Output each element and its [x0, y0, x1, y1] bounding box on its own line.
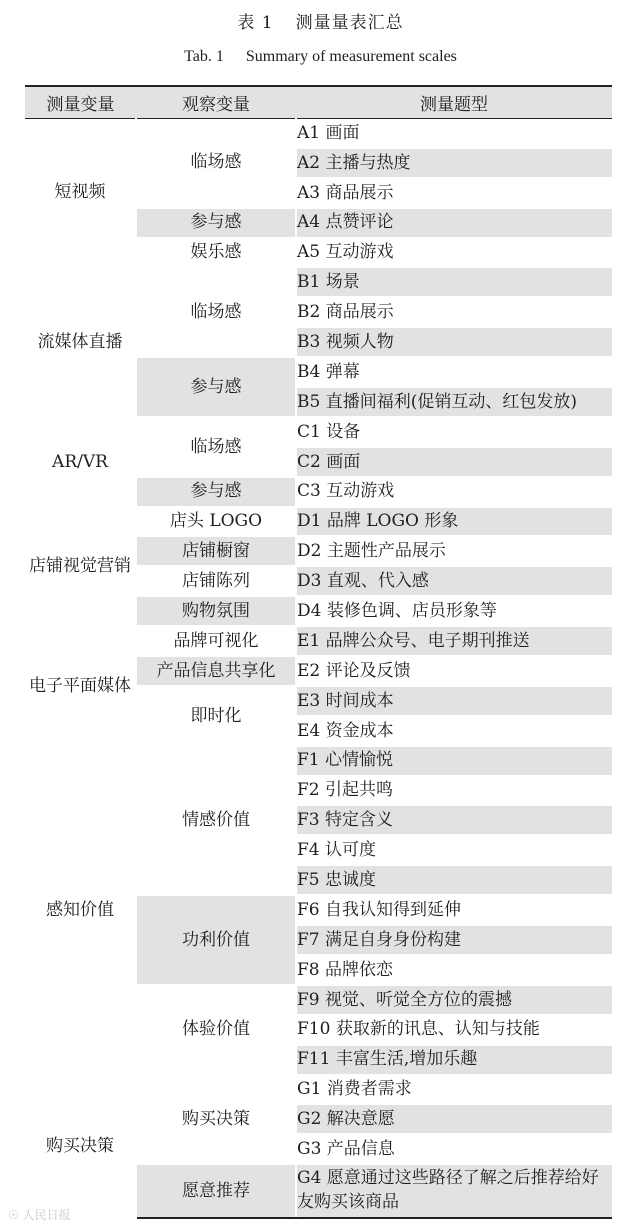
measurement-variable-cell: 感知价值	[25, 746, 136, 1075]
observed-variable-cell: 店头 LOGO	[136, 507, 296, 537]
observed-variable-cell: 参与感	[136, 208, 296, 238]
table-caption-zh	[0, 8, 641, 33]
measurement-item-cell: F1 心情愉悦	[296, 746, 612, 776]
measurement-item-cell: A4 点赞评论	[296, 208, 612, 238]
measurement-item-cell: G1 消费者需求	[296, 1075, 612, 1105]
measurement-item-cell: B5 直播间福利(促销互动、红包发放)	[296, 387, 612, 417]
caption-zh-title: 测量量表汇总	[295, 13, 404, 33]
observed-variable-cell: 即时化	[136, 686, 296, 746]
measurement-item-cell: E1 品牌公众号、电子期刊推送	[296, 626, 612, 656]
caption-en-title: Summary of measurement scales	[245, 48, 457, 65]
measurement-item-cell: F10 获取新的讯息、认知与技能	[296, 1015, 612, 1045]
measurement-scales-table	[25, 85, 612, 1219]
measurement-item-cell: F11 丰富生活,增加乐趣	[296, 1045, 612, 1075]
observed-variable-cell: 产品信息共享化	[136, 656, 296, 686]
measurement-item-cell: E3 时间成本	[296, 686, 612, 716]
measurement-item-cell: B3 视频人物	[296, 327, 612, 357]
measurement-item-cell: C1 设备	[296, 417, 612, 447]
table-row	[25, 746, 612, 776]
measurement-item-cell: C2 画面	[296, 447, 612, 477]
observed-variable-cell: 愿意推荐	[136, 1164, 296, 1218]
measurement-item-cell: F9 视觉、听觉全方位的震撼	[296, 985, 612, 1015]
header-variable: 测量变量	[25, 86, 136, 118]
observed-variable-cell: 购物氛围	[136, 596, 296, 626]
measurement-item-cell: G3 产品信息	[296, 1134, 612, 1164]
table-row	[25, 507, 612, 537]
measurement-item-cell: B1 场景	[296, 267, 612, 297]
measurement-item-cell: B2 商品展示	[296, 297, 612, 327]
table-body	[25, 118, 612, 1218]
caption-zh-label: 表 1	[237, 13, 274, 33]
measurement-item-cell: F3 特定含义	[296, 805, 612, 835]
observed-variable-cell: 体验价值	[136, 985, 296, 1075]
header-items: 测量题型	[296, 86, 612, 118]
observed-variable-cell: 参与感	[136, 357, 296, 417]
table-row	[25, 1075, 612, 1105]
measurement-item-cell: G4 愿意通过这些路径了解之后推荐给好友购买该商品	[296, 1164, 612, 1218]
measurement-item-cell: D3 直观、代入感	[296, 566, 612, 596]
observed-variable-cell: 购买决策	[136, 1075, 296, 1165]
header-observed: 观察变量	[136, 86, 296, 118]
table-caption-en	[0, 48, 641, 66]
measurement-item-cell: A5 互动游戏	[296, 238, 612, 268]
measurement-item-cell: A2 主播与热度	[296, 148, 612, 178]
observed-variable-cell: 店铺陈列	[136, 566, 296, 596]
observed-variable-cell: 情感价值	[136, 746, 296, 895]
watermark-logo: ☉ 人民日报	[8, 1208, 71, 1222]
measurement-item-cell: F7 满足自身身份构建	[296, 925, 612, 955]
caption-en-label: Tab. 1	[184, 48, 224, 65]
measurement-item-cell: C3 互动游戏	[296, 477, 612, 507]
measurement-variable-cell: 购买决策	[25, 1075, 136, 1218]
measurement-item-cell: E2 评论及反馈	[296, 656, 612, 686]
table-row	[25, 118, 612, 148]
observed-variable-cell: 临场感	[136, 267, 296, 357]
observed-variable-cell: 临场感	[136, 118, 296, 208]
measurement-item-cell: D2 主题性产品展示	[296, 536, 612, 566]
table-row	[25, 267, 612, 297]
measurement-item-cell: A3 商品展示	[296, 178, 612, 208]
measurement-item-cell: D1 品牌 LOGO 形象	[296, 507, 612, 537]
observed-variable-cell: 临场感	[136, 417, 296, 477]
measurement-item-cell: B4 弹幕	[296, 357, 612, 387]
observed-variable-cell: 品牌可视化	[136, 626, 296, 656]
measurement-item-cell: F6 自我认知得到延伸	[296, 895, 612, 925]
measurement-item-cell: G2 解决意愿	[296, 1104, 612, 1134]
observed-variable-cell: 娱乐感	[136, 238, 296, 268]
measurement-item-cell: F8 品牌依恋	[296, 955, 612, 985]
measurement-variable-cell: AR/VR	[25, 417, 136, 507]
measurement-item-cell: E4 资金成本	[296, 716, 612, 746]
observed-variable-cell: 店铺橱窗	[136, 536, 296, 566]
measurement-variable-cell: 电子平面媒体	[25, 626, 136, 746]
measurement-variable-cell: 短视频	[25, 118, 136, 267]
measurement-item-cell: F2 引起共鸣	[296, 776, 612, 806]
measurement-item-cell: A1 画面	[296, 118, 612, 148]
measurement-variable-cell: 店铺视觉营销	[25, 507, 136, 627]
table-header	[25, 86, 612, 118]
header-row	[25, 86, 612, 118]
measurement-item-cell: F4 认可度	[296, 835, 612, 865]
table-row	[25, 626, 612, 656]
observed-variable-cell: 功利价值	[136, 895, 296, 985]
table-row	[25, 417, 612, 447]
observed-variable-cell: 参与感	[136, 477, 296, 507]
measurement-item-cell: D4 装修色调、店员形象等	[296, 596, 612, 626]
measurement-item-cell: F5 忠诚度	[296, 865, 612, 895]
measurement-variable-cell: 流媒体直播	[25, 267, 136, 416]
